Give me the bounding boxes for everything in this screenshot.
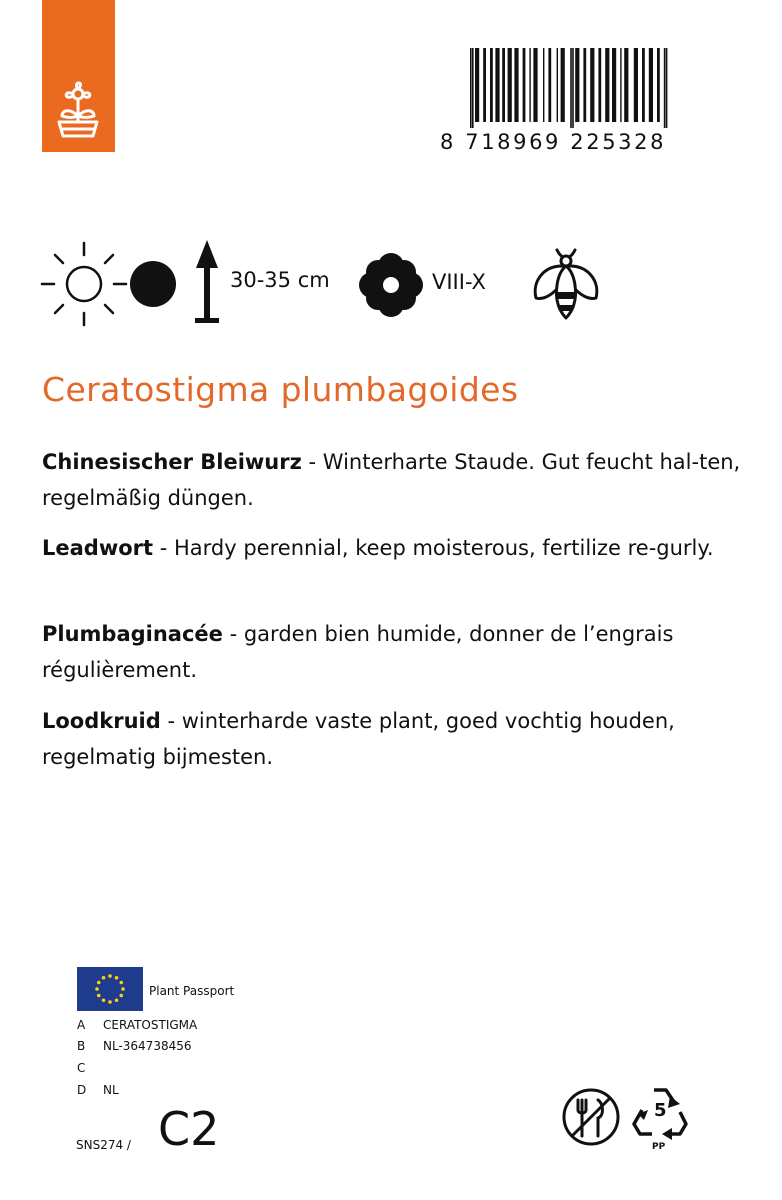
description-de	[42, 444, 742, 516]
species-title: Ceratostigma plumbagoides	[42, 370, 519, 409]
description-name: Leadwort	[42, 536, 154, 560]
flower-icon	[358, 252, 424, 318]
description-text: - garden bien humide, donner de l’engrais régulièrement.	[42, 622, 674, 682]
passport-key: A	[77, 1018, 86, 1032]
description-text: - Hardy perennial, keep moisterous, fertilize re-gurly.	[153, 536, 714, 560]
barcode-digits: 8 718969 225328	[440, 130, 667, 154]
height-arrow-icon	[192, 240, 222, 326]
recycle-material: PP	[652, 1142, 666, 1152]
passport-value: NL	[103, 1083, 119, 1097]
passport-value: CERATOSTIGMA	[103, 1018, 198, 1032]
sun-icon	[40, 240, 130, 330]
passport-key: B	[77, 1039, 86, 1053]
recycle-number: 5	[654, 1100, 667, 1121]
description-fr	[42, 616, 742, 688]
flowering-months: VIII-X	[432, 270, 486, 294]
sns-code: SNS274 /	[76, 1138, 131, 1152]
description-text: - Winterharte Staude. Gut feucht hal-ten, regelmäßig düngen.	[42, 450, 741, 510]
full-sun-dot-icon	[128, 260, 178, 310]
description-en	[42, 530, 742, 566]
description-name: Loodkruid	[42, 709, 161, 733]
description-text: - winterharde vaste plant, goed vochtig houden, regelmatig bijmesten.	[42, 709, 675, 769]
plant-passport-label: Plant Passport	[149, 984, 235, 998]
bee-icon	[528, 244, 604, 322]
description-name: Plumbaginacée	[42, 622, 223, 646]
passport-value: NL-364738456	[103, 1039, 192, 1053]
passport-row-b	[77, 1039, 192, 1053]
barcode	[440, 44, 720, 154]
passport-row-c	[77, 1061, 103, 1075]
passport-row-a	[77, 1018, 197, 1032]
passport-row-d	[77, 1083, 119, 1097]
flower-pot-icon	[42, 0, 115, 152]
description-name: Chinesischer Bleiwurz	[42, 450, 302, 474]
description-nl	[42, 703, 742, 775]
passport-key: C	[77, 1061, 86, 1075]
eu-flag-icon	[77, 967, 143, 1011]
size-code: C2	[158, 1102, 220, 1156]
height-label: 30-35 cm	[230, 268, 330, 292]
brand-logo	[42, 0, 115, 152]
plant-care-icons	[40, 240, 740, 330]
barcode-bars	[440, 44, 720, 128]
recycling-info	[560, 1082, 690, 1162]
no-food-icon	[560, 1086, 622, 1148]
passport-key: D	[77, 1083, 87, 1097]
